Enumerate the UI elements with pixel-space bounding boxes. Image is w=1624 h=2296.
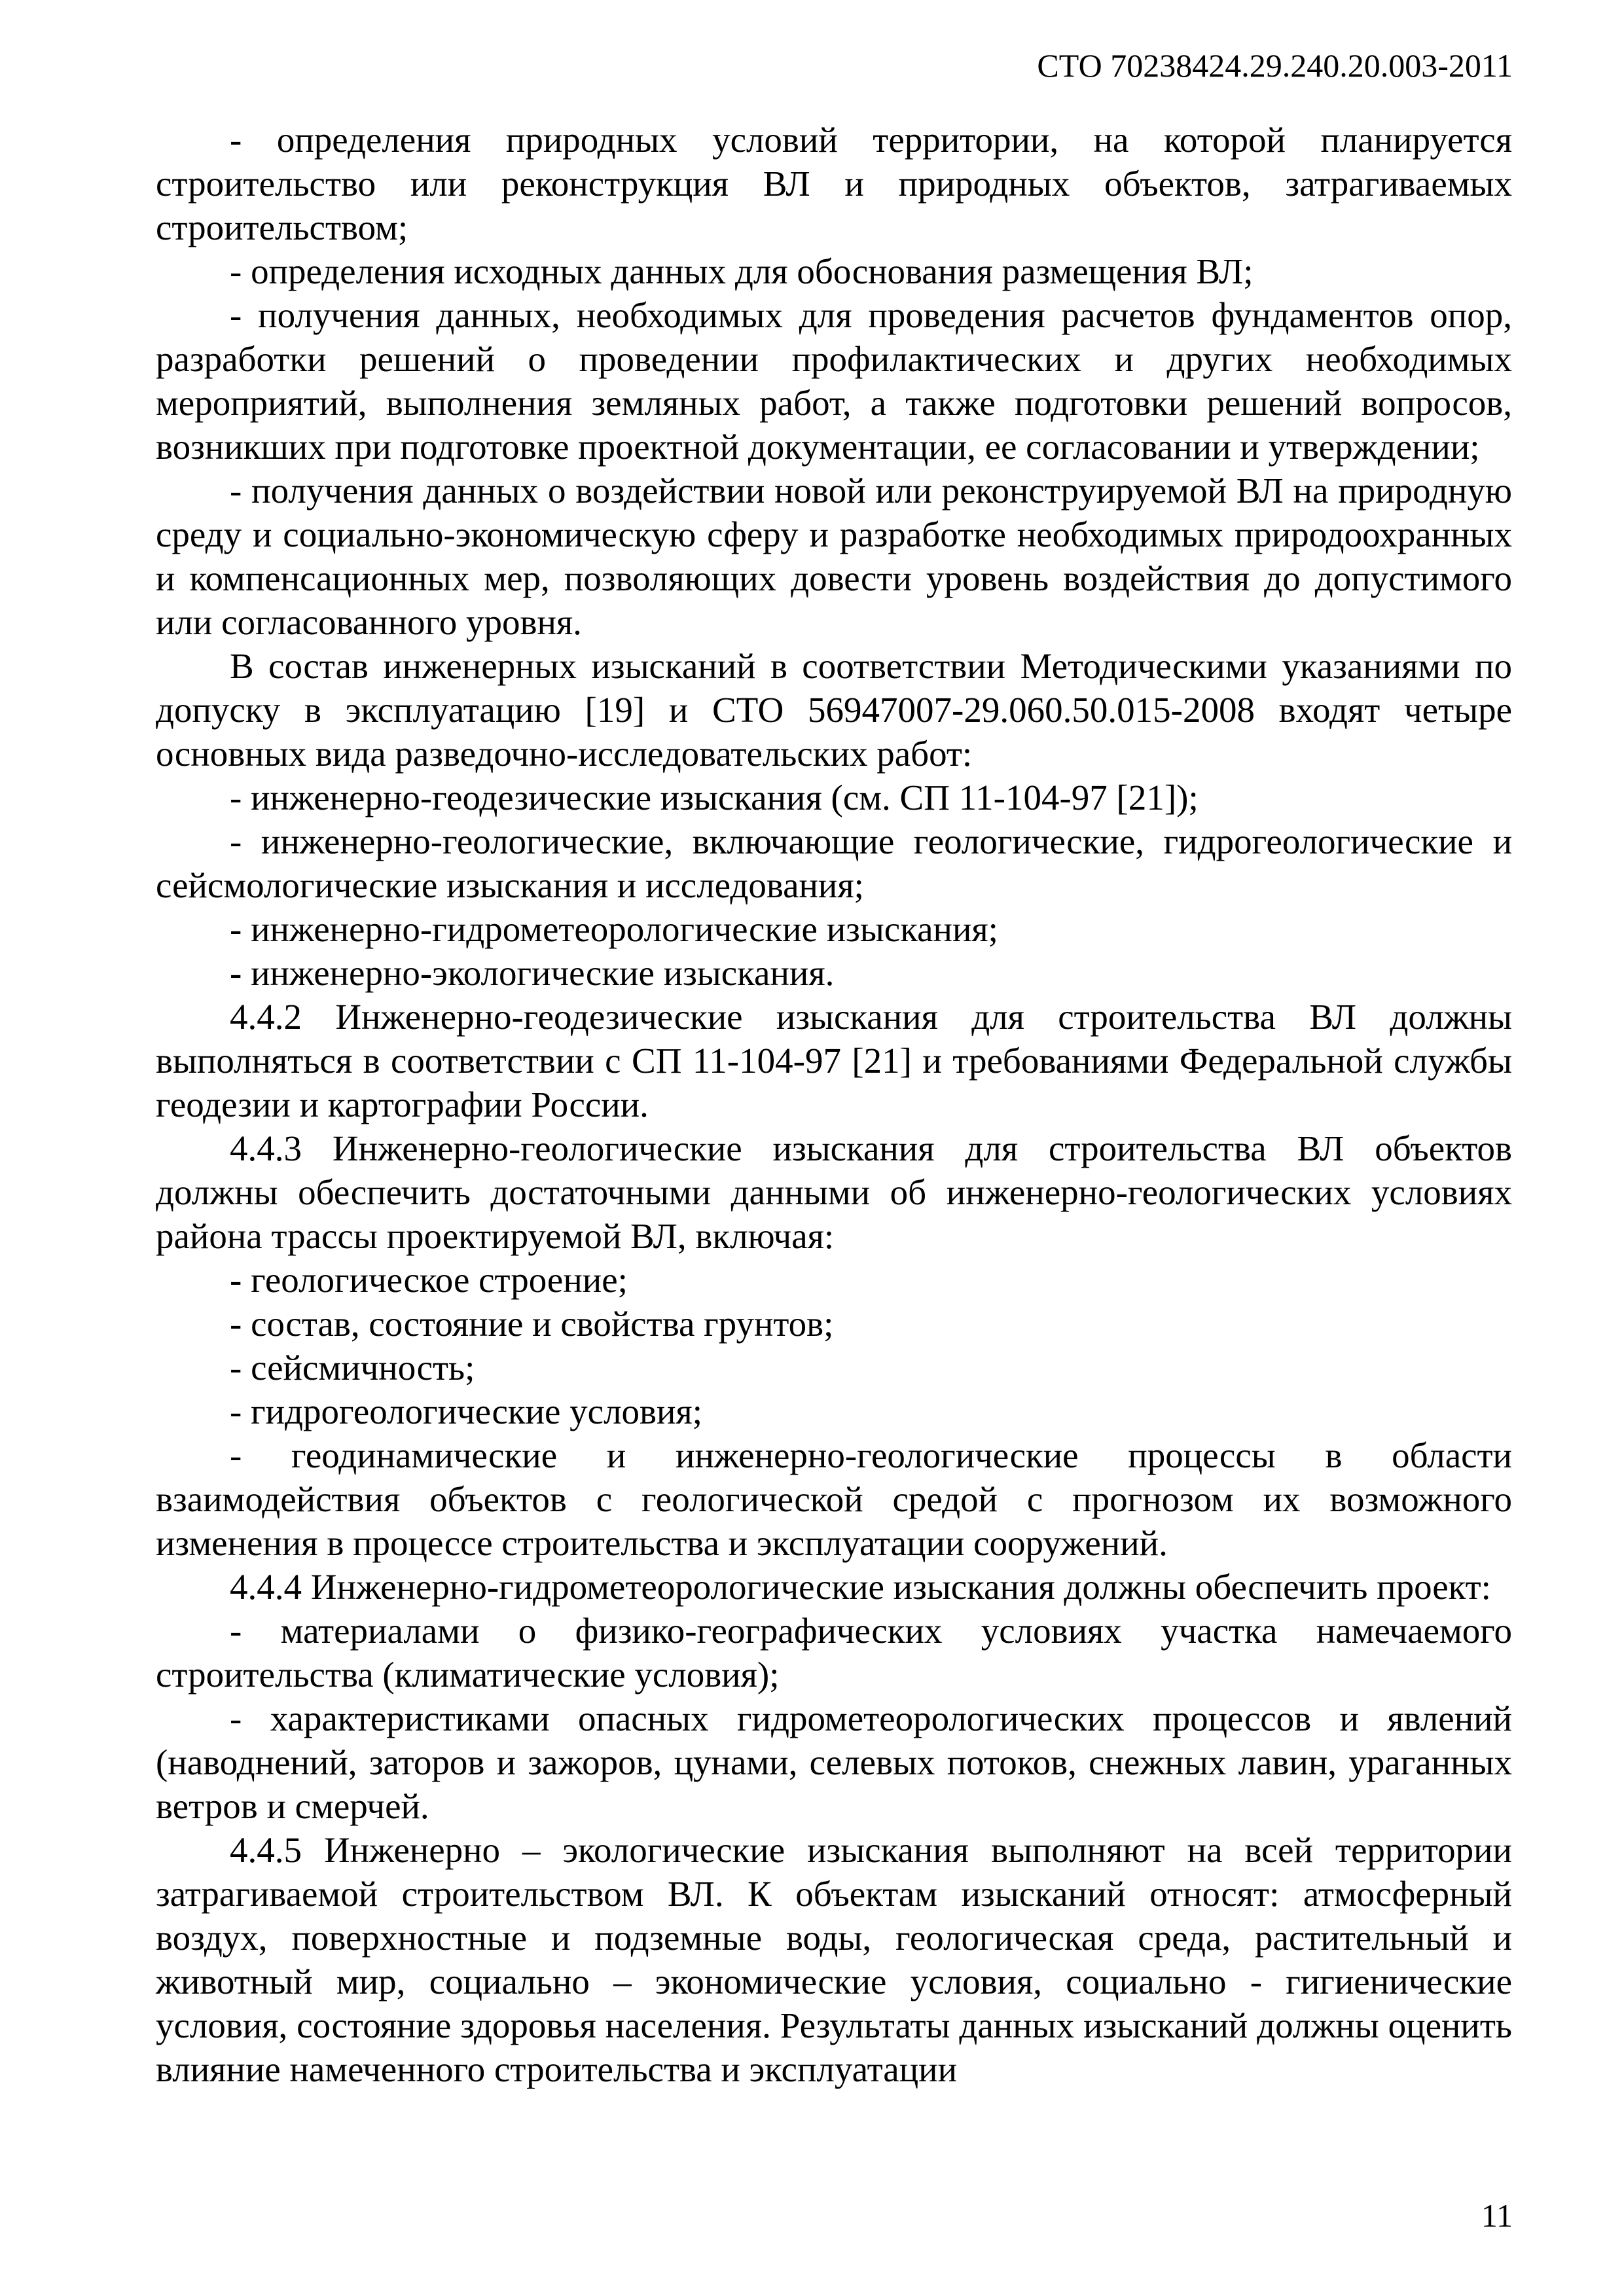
paragraph: - получения данных о воздействии новой или реконструируемой ВЛ на природную среду и социально-экономическую сферу и разработке необходимых природоохранных и компенсационных мер, позволяющих довести уровень воздействия до допустимого или согласованного уровня. (156, 471, 1512, 642)
paragraph: - характеристиками опасных гидрометеорологических процессов и явлений (наводнений, заторов и зажоров, цунами, селевых потоков, снежных лавин, ураганных ветров и смерчей. (156, 1698, 1512, 1826)
section-4-4-4: 4.4.4 Инженерно-гидрометеорологические изыскания должны обеспечить проект: (230, 1567, 1491, 1607)
page-body-text (156, 118, 1512, 2091)
paragraph: - инженерно-геодезические изыскания (см. СП 11-104-97 [21]); (230, 778, 1199, 817)
document-code-header: СТО 70238424.29.240.20.003-2011 (1037, 47, 1513, 84)
paragraph: - материалами о физико-географических условиях участка намечаемого строительства (климатические условия); (156, 1611, 1512, 1695)
paragraph: - геологическое строение; (230, 1260, 628, 1300)
paragraph: - инженерно-экологические изыскания. (230, 953, 835, 993)
section-4-4-3: 4.4.3 Инженерно-геологические изыскания для строительства ВЛ объектов должны обеспечить достаточными данными об инженерно-геологических условиях района трассы проектируемой ВЛ, включая: (156, 1128, 1512, 1256)
paragraph: - получения данных, необходимых для проведения расчетов фундаментов опор, разработки решений о проведении профилактических и других необходимых мероприятий, выполнения земляных работ, а также подготовки решений вопросов, возникших при подготовке проектной документации, ее согласовании и утверждении; (156, 295, 1512, 467)
paragraph: - состав, состояние и свойства грунтов; (230, 1304, 834, 1344)
paragraph: - геодинамические и инженерно-геологические процессы в области взаимодействия объектов с геологической средой с прогнозом их возможного изменения в процессе строительства и эксплуатации сооружений. (156, 1435, 1512, 1563)
paragraph: В состав инженерных изысканий в соответствии Методическими указаниями по допуску в эксплуатацию [19] и СТО 56947007-29.060.50.015-2008 входят четыре основных вида разведочно-исследовательских работ: (156, 646, 1512, 774)
paragraph: - инженерно-геологические, включающие геологические, гидрогеологические и сейсмологические изыскания и исследования; (156, 821, 1512, 905)
paragraph: - определения природных условий территории, на которой планируется строительство или реконструкция ВЛ и природных объектов, затрагиваемых строительством; (156, 120, 1512, 247)
section-4-4-5: 4.4.5 Инженерно – экологические изыскания выполняют на всей территории затрагиваемой строительством ВЛ. К объектам изысканий относят: атмосферный воздух, поверхностные и подземные воды, геологическая среда, растительный и животный мир, социально – экономические условия, социально - гигиенические условия, состояние здоровья населения. Результаты данных изысканий должны оценить влияние намеченного строительства и эксплуатации (156, 1830, 1512, 2089)
paragraph: - сейсмичность; (230, 1348, 475, 1388)
paragraph: - гидрогеологические условия; (230, 1391, 703, 1431)
paragraph: - инженерно-гидрометеорологические изыскания; (230, 909, 998, 949)
section-4-4-2: 4.4.2 Инженерно-геодезические изыскания для строительства ВЛ должны выполняться в соответствии с СП 11-104-97 [21] и требованиями Федеральной службы геодезии и картографии России. (156, 997, 1512, 1124)
page-number: 11 (1481, 2197, 1513, 2234)
paragraph: - определения исходных данных для обоснования размещения ВЛ; (230, 251, 1254, 291)
